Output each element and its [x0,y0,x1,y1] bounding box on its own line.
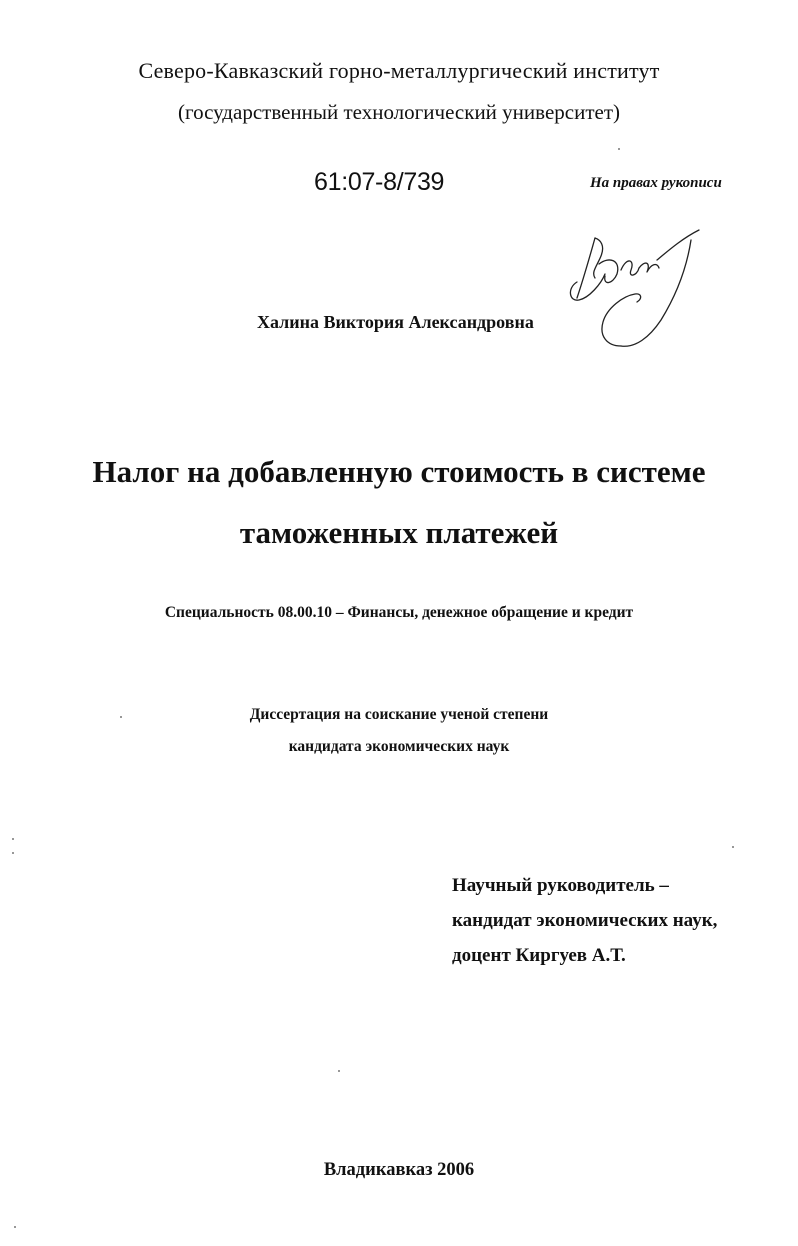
supervisor-name: доцент Киргуев А.Т. [452,945,626,966]
institution-name: Северо-Кавказский горно-металлургический институт [138,58,660,83]
catalog-number: 61:07-8/739 [314,168,445,196]
scan-speck [14,1226,16,1228]
degree-line-2: кандидата экономических наук [288,738,510,755]
scan-speck [618,148,620,150]
handwritten-signature [565,226,705,352]
scan-speck [732,846,734,848]
scan-speck [12,852,14,854]
supervisor-title: Научный руководитель – [452,875,669,896]
city-year: Владикавказ 2006 [323,1160,475,1180]
scan-speck [120,716,122,718]
specialty-line: Специальность 08.00.10 – Финансы, денежное обращение и кредит [164,604,634,621]
author-name: Халина Виктория Александровна [257,312,534,332]
institution-subtitle: (государственный технологический университет) [177,100,620,124]
thesis-title-line-1: Налог на добавленную стоимость в системе [92,454,706,489]
supervisor-degree: кандидат экономических наук, [452,910,718,931]
thesis-title-line-2: таможенных платежей [239,515,559,550]
degree-line-1: Диссертация на соискание ученой степени [249,706,549,723]
scan-speck [338,1070,340,1072]
manuscript-rights-note: На правах рукописи [590,175,722,191]
scan-speck [12,838,14,840]
